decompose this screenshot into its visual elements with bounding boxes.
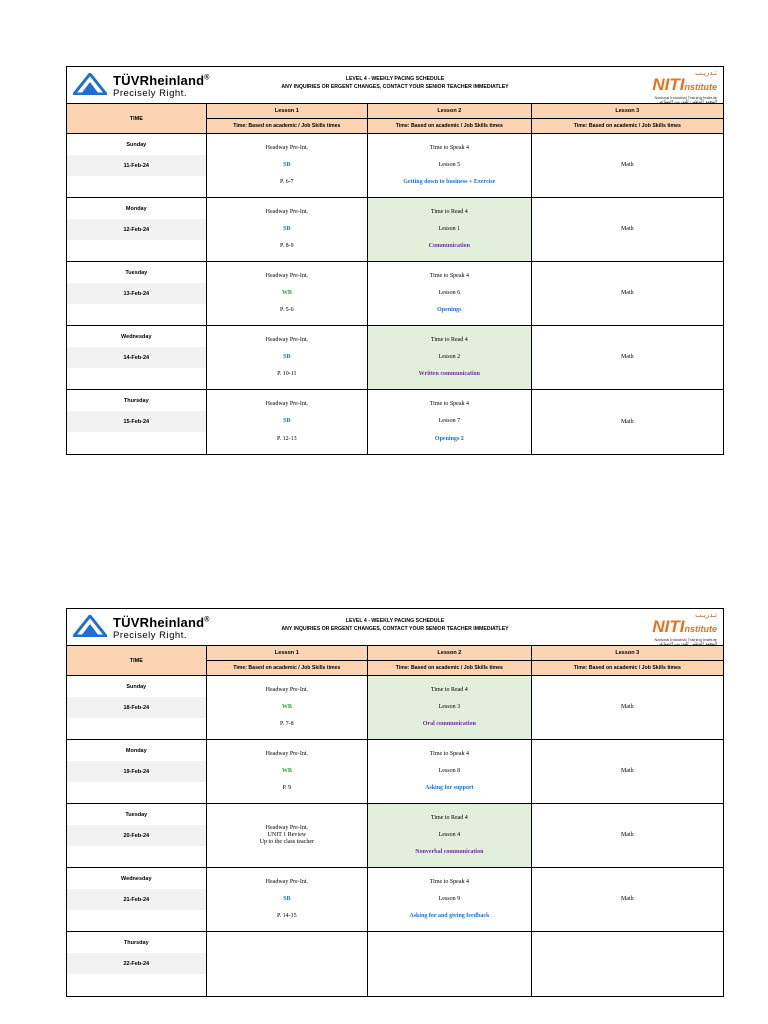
table-row: Monday 19-Feb-24 Headway Pre-Int. WB P. 9 Time to Speak 4 Lesson 8 Asking for support Math bbox=[67, 740, 723, 804]
table-row: Tuesday 20-Feb-24 Headway Pre-Int. UNIT 1 Review Up to the class teacher Time to Read 4 Lesson 4 Nonverbal communication Math bbox=[67, 804, 723, 868]
lesson-3-cell: Math bbox=[620, 354, 634, 360]
col-lesson-2: Lesson 2 Time: Based on academic / Job Skills times bbox=[368, 104, 532, 133]
lesson-3-cell: Math bbox=[620, 226, 634, 232]
lesson-3-cell: Math bbox=[620, 832, 634, 838]
schedule-title: LEVEL 4 - WEEKLY PACING SCHEDULE ANY INQUIRIES OR ERGENT CHANGES, CONTACT YOUR SENIOR TEACHER IMMEDIATLEY bbox=[281, 76, 509, 90]
lesson-2-cell: Time to Speak 4 Lesson 8 Asking for support bbox=[368, 740, 532, 803]
lesson-1-cell: Headway Pre-Int. WB P. 5-6 bbox=[207, 262, 369, 325]
col-lesson-3: Lesson 3 Time: Based on academic / Job Skills times bbox=[532, 646, 723, 675]
table-row: Monday 12-Feb-24 Headway Pre-Int. SB P. 8-9 Time to Read 4 Lesson 1 Communication Math bbox=[67, 198, 723, 262]
col-time: TIME bbox=[67, 646, 207, 675]
col-lesson-3: Lesson 3 Time: Based on academic / Job Skills times bbox=[532, 104, 723, 133]
table-row: Thursday 15-Feb-24 Headway Pre-Int. SB P. 12-13 Time to Speak 4 Lesson 7 Openings 2 Math bbox=[67, 390, 723, 454]
lesson-2-cell: Time to Speak 4 Lesson 7 Openings 2 bbox=[368, 390, 532, 454]
col-lesson-2: Lesson 2 Time: Based on academic / Job Skills times bbox=[368, 646, 532, 675]
lesson-2-cell: Time to Read 4 Lesson 2 Written communication bbox=[368, 326, 532, 389]
col-lesson-1: Lesson 1 Time: Based on academic / Job Skills times bbox=[207, 646, 369, 675]
lesson-2-cell: Time to Speak 4 Lesson 6 Openings bbox=[368, 262, 532, 325]
table-row: Sunday 11-Feb-24 Headway Pre-Int. SB P. 6-7 Time to Speak 4 Lesson 5 Getting down to business + Exercise Math bbox=[67, 134, 723, 198]
niti-logo: تـدريـب NITInstitute National Industrial Training Institute المعهد الوطني للتدريب الصناعي bbox=[652, 611, 717, 647]
lesson-2-cell: Time to Read 4 Lesson 3 Oral communication bbox=[368, 676, 532, 739]
lesson-3-cell bbox=[532, 932, 723, 996]
table-header bbox=[67, 104, 723, 134]
lesson-2-cell: Time to Speak 4 Lesson 9 Asking for and giving feedback bbox=[368, 868, 532, 931]
lesson-3-cell: Math bbox=[620, 704, 634, 710]
lesson-1-cell: Headway Pre-Int. WB P. 7-8 bbox=[207, 676, 369, 739]
schedule-title: LEVEL 4 - WEEKLY PACING SCHEDULE ANY INQUIRIES OR ERGENT CHANGES, CONTACT YOUR SENIOR TEACHER IMMEDIATLEY bbox=[281, 618, 509, 632]
lesson-2-cell bbox=[368, 932, 532, 996]
lesson-1-cell bbox=[207, 932, 369, 996]
table-row: Tuesday 13-Feb-24 Headway Pre-Int. WB P. 5-6 Time to Speak 4 Lesson 6 Openings Math bbox=[67, 262, 723, 326]
lesson-1-cell: Headway Pre-Int. SB P. 8-9 bbox=[207, 198, 369, 261]
col-lesson-1: Lesson 1 Time: Based on academic / Job Skills times bbox=[207, 104, 369, 133]
niti-logo: تـدريـب NITInstitute National Industrial Training Institute المعهد الوطني للتدريب الصناعي bbox=[652, 69, 717, 105]
lesson-2-cell: Time to Speak 4 Lesson 5 Getting down to business + Exercise bbox=[368, 134, 532, 197]
table-row: Thursday 22-Feb-24 bbox=[67, 932, 723, 996]
lesson-1-cell: Headway Pre-Int. SB P. 6-7 bbox=[207, 134, 369, 197]
lesson-3-cell: Math bbox=[620, 418, 634, 425]
schedule-header bbox=[67, 609, 723, 646]
lesson-1-cell: Headway Pre-Int. SB P. 12-13 bbox=[207, 390, 369, 454]
table-header bbox=[67, 646, 723, 676]
lesson-3-cell: Math bbox=[620, 290, 634, 296]
lesson-3-cell: Math bbox=[620, 162, 634, 168]
lesson-3-cell: Math bbox=[620, 768, 634, 774]
col-time: TIME bbox=[67, 104, 207, 133]
lesson-1-cell: Headway Pre-Int. UNIT 1 Review Up to the class teacher bbox=[207, 804, 369, 867]
schedule-week-2 bbox=[66, 608, 724, 997]
lesson-2-cell: Time to Read 4 Lesson 4 Nonverbal communication bbox=[368, 804, 532, 867]
lesson-2-cell: Time to Read 4 Lesson 1 Communication bbox=[368, 198, 532, 261]
table-row: Sunday 18-Feb-24 Headway Pre-Int. WB P. 7-8 Time to Read 4 Lesson 3 Oral communication Math bbox=[67, 676, 723, 740]
schedule-header bbox=[67, 67, 723, 104]
lesson-1-cell: Headway Pre-Int. SB P. 10-11 bbox=[207, 326, 369, 389]
tuv-triangle-icon bbox=[73, 73, 107, 95]
tuv-logo: TÜVRheinland® Precisely Right. bbox=[73, 613, 223, 641]
table-row: Wednesday 21-Feb-24 Headway Pre-Int. SB P. 14-15 Time to Speak 4 Lesson 9 Asking for and giving feedback Math bbox=[67, 868, 723, 932]
lesson-1-cell: Headway Pre-Int. SB P. 14-15 bbox=[207, 868, 369, 931]
schedule-week-1 bbox=[66, 66, 724, 455]
table-row: Wednesday 14-Feb-24 Headway Pre-Int. SB P. 10-11 Time to Read 4 Lesson 2 Written communication Math bbox=[67, 326, 723, 390]
tuv-logo: TÜVRheinland® Precisely Right. bbox=[73, 71, 223, 99]
lesson-3-cell: Math bbox=[620, 896, 634, 902]
lesson-1-cell: Headway Pre-Int. WB P. 9 bbox=[207, 740, 369, 803]
tuv-triangle-icon bbox=[73, 615, 107, 637]
